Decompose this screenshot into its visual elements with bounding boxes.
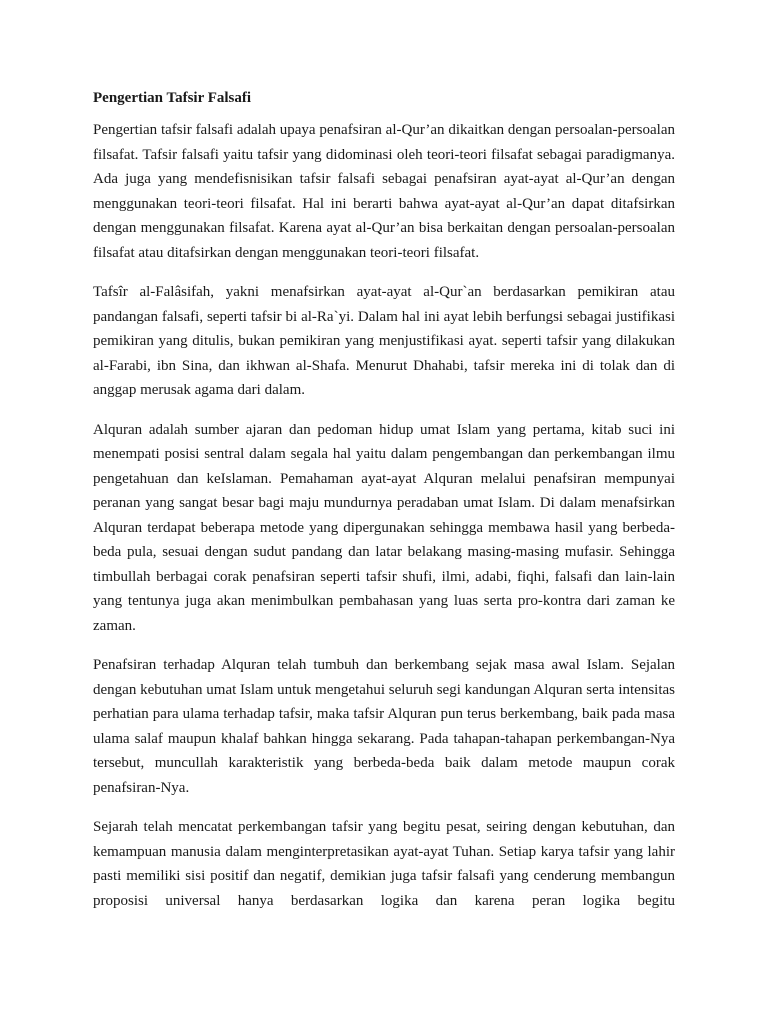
document-title: Pengertian Tafsir Falsafi <box>93 90 252 106</box>
document-body <box>93 86 675 913</box>
paragraph-4: Penafsiran terhadap Alquran telah tumbuh dan berkembang sejak masa awal Islam. Sejalan dengan kebutuhan umat Islam untuk mengetahui seluruh segi kandungan Alquran serta intensitas perhatian para ulama terhadap tafsir, maka tafsir Alquran pun terus berkembang, baik pada masa ulama salaf maupun khalaf bahkan hingga sekarang. Pada tahapan-tahapan perkembangan-Nya tersebut, muncullah karakteristik yang berbeda-beda baik dalam metode maupun corak penafsiran-Nya. <box>93 657 675 796</box>
paragraph-2: Tafsîr al-Falâsifah, yakni menafsirkan ayat-ayat al-Qur`an berdasarkan pemikiran atau pandangan falsafi, seperti tafsir bi al-Ra`yi. Dalam hal ini ayat lebih berfungsi sebagai justifikasi pemikiran yang ditulis, bukan pemikiran yang menjustifikasi ayat. seperti tafsir yang dilakukan al-Farabi, ibn Sina, dan ikhwan al-Shafa. Menurut Dhahabi, tafsir mereka ini di tolak dan di anggap merusak agama dari dalam. <box>93 284 675 398</box>
paragraph-3: Alquran adalah sumber ajaran dan pedoman hidup umat Islam yang pertama, kitab suci ini menempati posisi sentral dalam segala hal yaitu dalam pengembangan dan perkembangan ilmu pengetahuan dan keIslaman. Pemahaman ayat-ayat Alquran melalui penafsiran mempunyai peranan yang sangat besar bagi maju mundurnya peradaban umat Islam. Di dalam menafsirkan Alquran terdapat beberapa metode yang dipergunakan sehingga membawa hasil yang berbeda-beda pula, sesuai dengan sudut pandang dan latar belakang masing-masing mufasir. Sehingga timbullah berbagai corak penafsiran seperti tafsir shufi, ilmi, adabi, fiqhi, falsafi dan lain-lain yang tentunya juga akan menimbulkan pembahasan yang luas serta pro-kontra dari zaman ke zaman. <box>93 421 675 634</box>
paragraph-1: Pengertian tafsir falsafi adalah upaya penafsiran al-Qur’an dikaitkan dengan persoalan-persoalan filsafat. Tafsir falsafi yaitu tafsir yang didominasi oleh teori-teori filsafat sebagai paradigmanya. Ada juga yang mendefisnisikan tafsir falsafi sebagai penafsiran ayat-ayat al-Qur’an dengan menggunakan teori-teori filsafat. Hal ini berarti bahwa ayat-ayat al-Qur’an dapat ditafsirkan dengan menggunakan filsafat. Karena ayat al-Qur’an bisa berkaitan dengan persoalan-persoalan filsafat atau ditafsirkan dengan menggunakan teori-teori filsafat. <box>93 122 675 261</box>
paragraph-5: Sejarah telah mencatat perkembangan tafsir yang begitu pesat, seiring dengan kebutuhan, dan kemampuan manusia dalam menginterpretasikan ayat-ayat Tuhan. Setiap karya tafsir yang lahir pasti memiliki sisi positif dan negatif, demikian juga tafsir falsafi yang cenderung membangun proposisi universal hanya berdasarkan logika dan karena peran logika begitu <box>93 819 675 909</box>
